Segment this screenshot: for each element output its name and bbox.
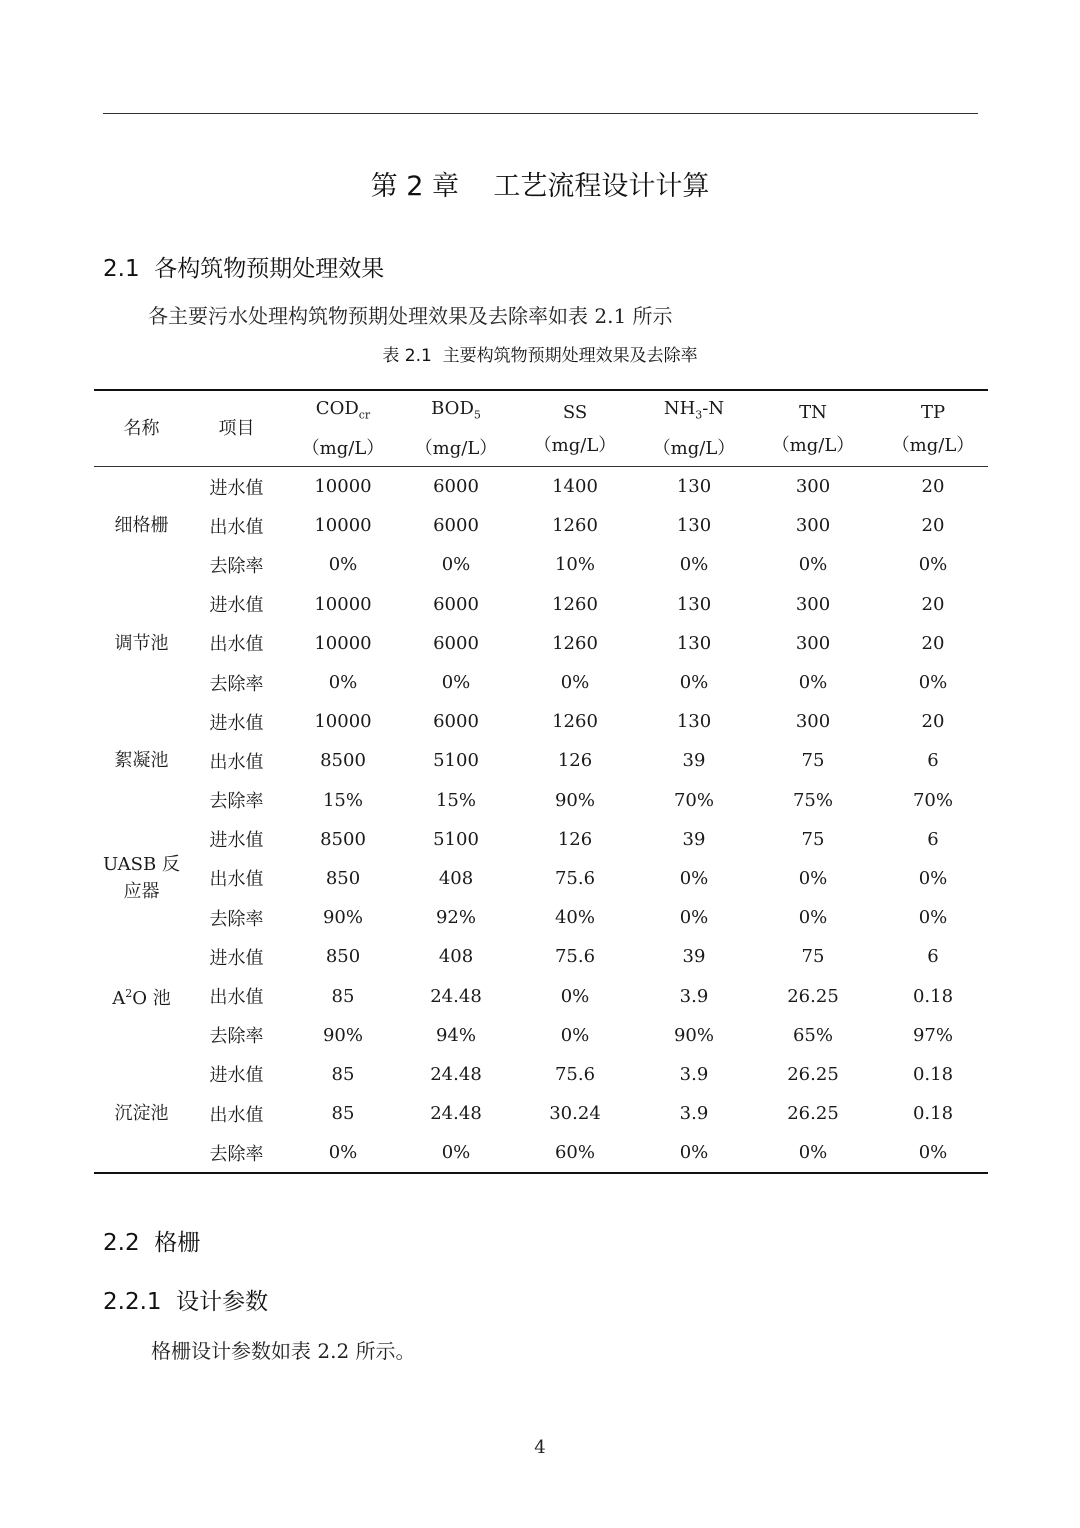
- cell-tp: 0%: [918, 554, 948, 576]
- cell-nh3n: 0%: [679, 672, 709, 694]
- table-row: [94, 506, 988, 545]
- cell-tp: 20: [921, 515, 945, 537]
- cell-bod: 0%: [441, 554, 471, 576]
- cell-tn: 300: [795, 593, 831, 615]
- cell-item: 进水值: [209, 712, 264, 734]
- cell-tn: 75: [801, 750, 825, 772]
- cell-tp: 0%: [918, 867, 948, 889]
- cell-bod: 6000: [433, 476, 479, 498]
- cell-nh3n: 39: [682, 828, 706, 850]
- cell-item: 去除率: [209, 908, 264, 930]
- cell-nh3n: 39: [682, 750, 706, 772]
- header-rule: [103, 113, 978, 114]
- table-header-row: [94, 390, 988, 467]
- cell-cod: 8500: [320, 750, 366, 772]
- cell-tp: 0.18: [912, 985, 954, 1007]
- cell-tn: 26.25: [787, 1103, 839, 1125]
- chapter-title: 第 2 章 工艺流程设计计算: [370, 171, 710, 202]
- cell-nh3n: 3.9: [679, 1103, 709, 1125]
- cell-cod: 90%: [322, 1024, 363, 1046]
- cell-cod: 850: [325, 946, 361, 968]
- cell-bod: 92%: [435, 907, 476, 929]
- cell-tn: 0%: [798, 672, 828, 694]
- col-header-tn: TN （mg/L）: [771, 401, 855, 456]
- table-row: [94, 859, 988, 898]
- cell-item: 出水值: [209, 751, 264, 773]
- treatment-effect-table: [94, 389, 988, 1174]
- cell-cod: 15%: [322, 789, 363, 811]
- cell-ss: 40%: [554, 907, 595, 929]
- table-row: [94, 663, 988, 702]
- cell-bod: 5100: [433, 828, 479, 850]
- cell-tn: 0%: [798, 1142, 828, 1164]
- cell-ss: 0%: [560, 672, 590, 694]
- cell-tn: 0%: [798, 867, 828, 889]
- cell-item: 进水值: [209, 947, 264, 969]
- cell-bod: 0%: [441, 672, 471, 694]
- table-row: [94, 1133, 988, 1173]
- cell-ss: 90%: [554, 789, 595, 811]
- table-caption: 表 2.1 主要构筑物预期处理效果及去除率: [382, 346, 698, 366]
- cell-item: 去除率: [209, 1026, 264, 1048]
- table-row: [94, 820, 988, 859]
- cell-item: 进水值: [209, 830, 264, 852]
- cell-ss: 1260: [552, 711, 598, 733]
- cell-bod: 6000: [433, 593, 479, 615]
- cell-tn: 300: [795, 711, 831, 733]
- col-header-item: 项目: [218, 418, 255, 439]
- cell-item: 进水值: [209, 477, 264, 499]
- cell-cod: 850: [325, 867, 361, 889]
- cell-nh3n: 3.9: [679, 1063, 709, 1085]
- cell-nh3n: 39: [682, 946, 706, 968]
- cell-cod: 0%: [328, 672, 358, 694]
- cell-tp: 20: [921, 476, 945, 498]
- cell-item: 进水值: [209, 1065, 264, 1087]
- cell-item: 出水值: [209, 987, 264, 1009]
- cell-ss: 126: [557, 828, 593, 850]
- cell-bod: 15%: [435, 789, 476, 811]
- group-name-sedimentation-tank: 沉淀池: [114, 1103, 169, 1125]
- cell-cod: 10000: [314, 593, 372, 615]
- group-name-equalization-tank: 调节池: [114, 632, 169, 654]
- group-name-flocculation-tank: 絮凝池: [114, 750, 169, 772]
- page-number: 4: [534, 1437, 546, 1458]
- cell-tn: 75: [801, 946, 825, 968]
- cell-ss: 0%: [560, 1024, 590, 1046]
- cell-tp: 6: [927, 946, 939, 968]
- cell-ss: 1260: [552, 593, 598, 615]
- cell-nh3n: 0%: [679, 907, 709, 929]
- section-2-1-intro: 各主要污水处理构筑物预期处理效果及去除率如表 2.1 所示: [148, 304, 673, 328]
- cell-bod: 94%: [435, 1024, 476, 1046]
- cell-ss: 75.6: [554, 867, 596, 889]
- section-2-2-1-intro: 格栅设计参数如表 2.2 所示。: [151, 1339, 416, 1363]
- cell-tp: 20: [921, 711, 945, 733]
- table-row: [94, 1016, 988, 1055]
- cell-ss: 75.6: [554, 1063, 596, 1085]
- cell-tn: 75: [801, 828, 825, 850]
- cell-ss: 60%: [554, 1142, 595, 1164]
- cell-cod: 10000: [314, 476, 372, 498]
- cell-tp: 70%: [912, 789, 953, 811]
- cell-nh3n: 0%: [679, 867, 709, 889]
- cell-tn: 300: [795, 476, 831, 498]
- cell-cod: 10000: [314, 515, 372, 537]
- cell-item: 去除率: [209, 673, 264, 695]
- table-row: [94, 1094, 988, 1133]
- cell-tp: 97%: [912, 1024, 953, 1046]
- cell-ss: 1400: [552, 476, 598, 498]
- cell-ss: 126: [557, 750, 593, 772]
- group-name-a2o-tank: $A^2O$ 池: [112, 987, 171, 1010]
- cell-tp: 0%: [918, 672, 948, 694]
- cell-item: 去除率: [209, 1143, 264, 1165]
- cell-cod: 10000: [314, 632, 372, 654]
- table-row: [94, 702, 988, 741]
- col-header-name: 名称: [123, 418, 160, 439]
- table-row: [94, 624, 988, 663]
- section-2-2-heading: 2.2 格栅: [103, 1230, 201, 1256]
- cell-tn: 26.25: [787, 985, 839, 1007]
- cell-bod: 5100: [433, 750, 479, 772]
- cell-nh3n: 130: [676, 476, 712, 498]
- cell-bod: 6000: [433, 632, 479, 654]
- table-row: [94, 467, 988, 507]
- section-2-1-heading: 2.1 各构筑物预期处理效果: [103, 256, 385, 282]
- cell-nh3n: 3.9: [679, 985, 709, 1007]
- section-2-2-1-heading: 2.2.1 设计参数: [103, 1289, 269, 1315]
- cell-nh3n: 0%: [679, 1142, 709, 1164]
- cell-bod: 6000: [433, 711, 479, 733]
- cell-ss: 30.24: [549, 1103, 601, 1125]
- cell-nh3n: 130: [676, 593, 712, 615]
- table-row: [94, 937, 988, 976]
- cell-bod: 24.48: [430, 985, 482, 1007]
- cell-nh3n: 90%: [673, 1024, 714, 1046]
- table-row: [94, 545, 988, 584]
- cell-item: 进水值: [209, 595, 264, 617]
- cell-tp: 0.18: [912, 1063, 954, 1085]
- cell-cod: 85: [331, 985, 355, 1007]
- cell-tn: 300: [795, 515, 831, 537]
- group-name-uasb-reactor: UASB 反 应器: [103, 854, 180, 903]
- cell-tp: 0%: [918, 907, 948, 929]
- cell-bod: 408: [438, 946, 474, 968]
- cell-tn: 26.25: [787, 1063, 839, 1085]
- cell-nh3n: 130: [676, 515, 712, 537]
- table-row: [94, 781, 988, 820]
- col-header-bod: $BOD_5$ （mg/L）: [414, 398, 498, 459]
- cell-item: 出水值: [209, 869, 264, 891]
- cell-bod: 0%: [441, 1142, 471, 1164]
- cell-item: 去除率: [209, 791, 264, 813]
- cell-tp: 20: [921, 632, 945, 654]
- cell-item: 出水值: [209, 516, 264, 538]
- cell-cod: 85: [331, 1103, 355, 1125]
- cell-cod: 0%: [328, 554, 358, 576]
- cell-tn: 300: [795, 632, 831, 654]
- cell-cod: 8500: [320, 828, 366, 850]
- cell-tp: 6: [927, 828, 939, 850]
- cell-tp: 0%: [918, 1142, 948, 1164]
- cell-cod: 0%: [328, 1142, 358, 1164]
- cell-ss: 10%: [554, 554, 595, 576]
- cell-ss: 0%: [560, 985, 590, 1007]
- cell-ss: 1260: [552, 515, 598, 537]
- table-row: [94, 898, 988, 937]
- cell-tp: 0.18: [912, 1103, 954, 1125]
- cell-tn: 65%: [792, 1024, 833, 1046]
- col-header-cod: $COD_{cr}$ （mg/L）: [301, 398, 385, 459]
- cell-tn: 0%: [798, 907, 828, 929]
- cell-item: 出水值: [209, 634, 264, 656]
- col-header-ss: SS （mg/L）: [533, 401, 617, 456]
- table-row: [94, 585, 988, 624]
- col-header-tp: TP （mg/L）: [891, 401, 975, 456]
- cell-bod: 6000: [433, 515, 479, 537]
- cell-cod: 90%: [322, 907, 363, 929]
- cell-item: 去除率: [209, 555, 264, 577]
- cell-cod: 10000: [314, 711, 372, 733]
- col-header-nh3n: $NH_3-N$ （mg/L）: [652, 398, 736, 459]
- cell-tp: 6: [927, 750, 939, 772]
- cell-tn: 0%: [798, 554, 828, 576]
- cell-tn: 75%: [792, 789, 833, 811]
- table-row: [94, 976, 988, 1015]
- table-row: [94, 741, 988, 780]
- cell-ss: 75.6: [554, 946, 596, 968]
- group-name-fine-screen: 细格栅: [114, 515, 169, 537]
- cell-tp: 20: [921, 593, 945, 615]
- cell-item: 出水值: [209, 1104, 264, 1126]
- cell-nh3n: 130: [676, 711, 712, 733]
- cell-cod: 85: [331, 1063, 355, 1085]
- table-row: [94, 1055, 988, 1094]
- cell-nh3n: 130: [676, 632, 712, 654]
- cell-nh3n: 0%: [679, 554, 709, 576]
- cell-bod: 24.48: [430, 1103, 482, 1125]
- cell-bod: 408: [438, 867, 474, 889]
- cell-bod: 24.48: [430, 1063, 482, 1085]
- cell-ss: 1260: [552, 632, 598, 654]
- cell-nh3n: 70%: [673, 789, 714, 811]
